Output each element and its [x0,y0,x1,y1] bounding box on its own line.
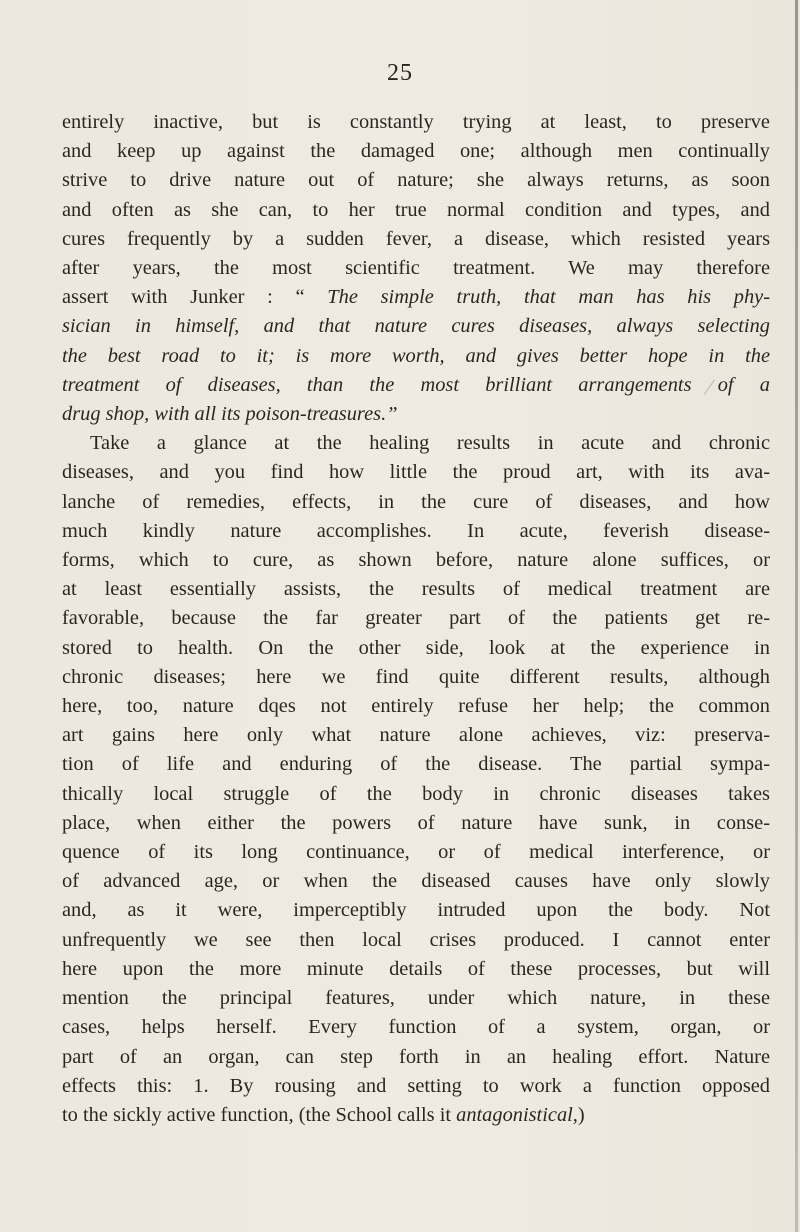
page-edge-shadow [795,0,798,1232]
text-line-18: favorable, because the far greater part of the patients get re- [62,607,770,630]
text-line-30: here upon the more minute details of these processes, but will [62,957,770,980]
text-line-34: effects this: 1. By rousing and setting to work a function opposed [62,1074,770,1097]
text-line-11: drug shop, with all its poison-treasures.” [62,403,398,426]
text-line-32: cases, helps herself. Every function of a system, organ, or [62,1016,770,1039]
text-line-26: quence of its long continuance, or of medical interference, or [62,841,770,864]
text-line-35 [62,1101,770,1130]
text-line-6: after years, the most scientific treatment. We may therefore [62,257,770,280]
text-line-5: cures frequently by a sudden fever, a disease, which resisted years [62,227,770,250]
text-line-35-lead: to the sickly active function, (the School calls it [62,1103,457,1126]
text-line-21: here, too, nature dqes not entirely refuse her help; the common [62,695,770,718]
text-line-23: tion of life and enduring of the disease. The partial sympa- [62,753,770,776]
text-line-17: at least essentially assists, the results of medical treatment are [62,578,770,601]
text-line-28: and, as it were, imperceptibly intruded upon the body. Not [62,899,770,922]
text-line-19: stored to health. On the other side, look at the experience in [62,636,770,659]
antagonistical-term: antagonistical, [456,1103,578,1126]
junker-quote-start: The simple truth, that man has his phy- [327,286,771,309]
text-line-8: sician in himself, and that nature cures diseases, always selecting [62,315,770,338]
text-line-3: strive to drive nature out of nature; she always returns, as soon [62,169,770,192]
text-line-20: chronic diseases; here we find quite different results, although [62,665,770,688]
text-line-12: Take a glance at the healing results in acute and chronic [90,432,770,455]
text-line-31: mention the principal features, under which nature, in these [62,987,770,1010]
text-line-13: diseases, and you find how little the proud art, with its ava- [62,461,770,484]
page-number: 25 [387,60,413,86]
text-line-15: much kindly nature accomplishes. In acute, feverish disease- [62,519,770,542]
text-line-9: the best road to it; is more worth, and gives better hope in the [62,344,770,367]
body-text [62,108,770,1130]
text-line-4: and often as she can, to her true normal condition and types, and [62,198,770,221]
text-line-22: art gains here only what nature alone achieves, viz: preserva- [62,724,770,747]
text-line-1: entirely inactive, but is constantly trying at least, to preserve [62,111,770,133]
text-line-33: part of an organ, can step forth in an healing effort. Nature [62,1045,770,1068]
text-line-16: forms, which to cure, as shown before, nature alone suffices, or [62,549,770,572]
text-line-29: unfrequently we see then local crises produced. I cannot enter [62,928,770,951]
text-line-7 [62,283,770,312]
text-line-27: of advanced age, or when the diseased causes have only slowly [62,870,770,893]
text-line-14: lanche of remedies, effects, in the cure of diseases, and how [62,490,770,513]
text-line-10: treatment of diseases, than the most brilliant arrangements of a [62,373,770,396]
text-line-24: thically local struggle of the body in chronic diseases takes [62,782,770,805]
text-line-2: and keep up against the damaged one; although men continually [62,140,770,163]
text-line-35-end: ) [577,1103,585,1126]
text-line-25: place, when either the powers of nature have sunk, in conse- [62,811,770,834]
text-line-7-lead: assert with Junker : “ [62,286,328,309]
